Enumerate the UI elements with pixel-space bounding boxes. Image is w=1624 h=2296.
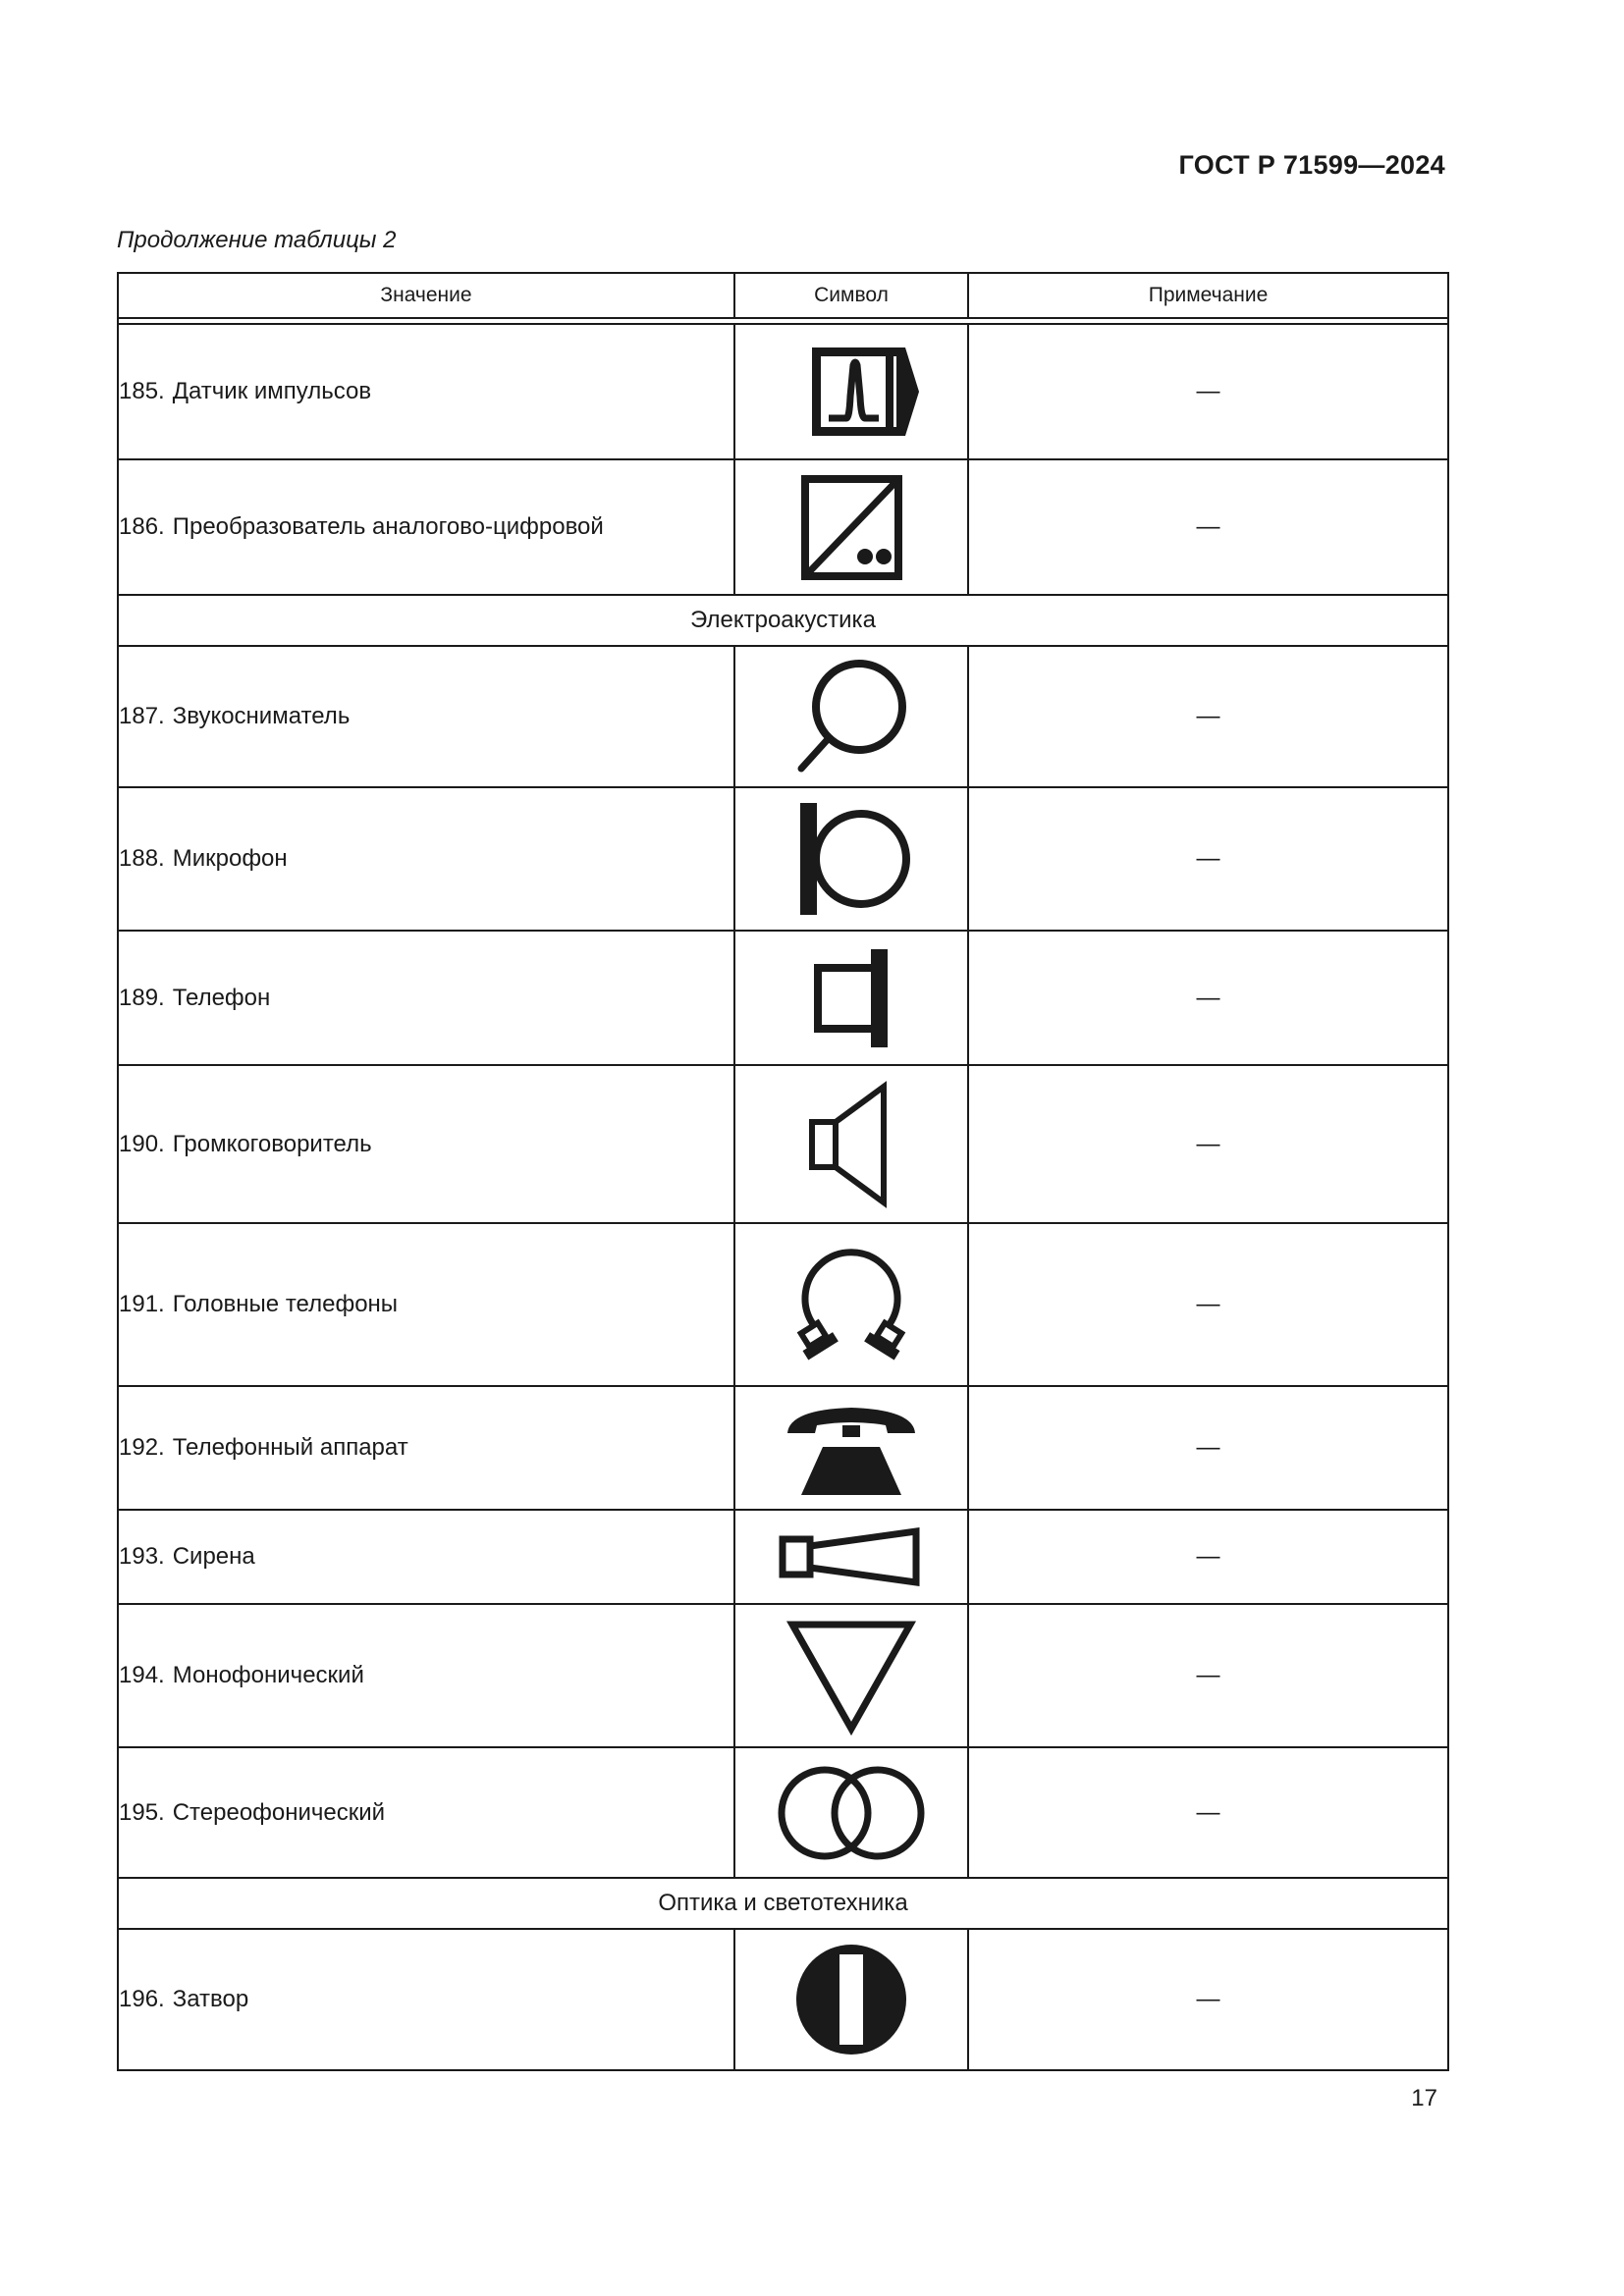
column-header-meaning: Значение xyxy=(118,273,734,318)
table-row xyxy=(118,646,1448,787)
row-note: — xyxy=(968,787,1448,931)
row-label: Монофонический xyxy=(172,1662,364,1688)
row-label-cell xyxy=(118,787,734,931)
row-label-cell xyxy=(118,1747,734,1878)
row-number: 194. xyxy=(119,1662,165,1688)
row-symbol-cell xyxy=(734,931,968,1065)
ad-converter-icon xyxy=(792,471,910,584)
row-label: Головные телефоны xyxy=(172,1291,399,1317)
row-note: — xyxy=(968,1604,1448,1747)
row-symbol-cell xyxy=(734,1929,968,2070)
row-note: — xyxy=(968,459,1448,595)
row-label: Стереофонический xyxy=(172,1798,386,1826)
table-row xyxy=(118,1604,1448,1747)
row-label: Звукосниматель xyxy=(172,703,351,729)
row-note: — xyxy=(968,324,1448,459)
row-number: 190. xyxy=(119,1130,165,1157)
row-label-cell xyxy=(118,646,734,787)
table-header-row xyxy=(118,273,1448,318)
row-label-cell xyxy=(118,1386,734,1510)
document-code: ГОСТ Р 71599—2024 xyxy=(1178,150,1445,180)
shutter-icon xyxy=(787,1941,915,2058)
row-note: — xyxy=(968,1929,1448,2070)
pickup-icon xyxy=(787,658,915,775)
row-note: — xyxy=(968,646,1448,787)
stereophonic-icon xyxy=(768,1759,935,1867)
row-symbol-cell xyxy=(734,459,968,595)
loudspeaker-icon xyxy=(802,1081,900,1208)
row-label-cell xyxy=(118,1223,734,1386)
symbols-table xyxy=(117,272,1449,2071)
row-label: Преобразователь аналогово-цифровой xyxy=(172,513,604,540)
row-label: Телефонный аппарат xyxy=(172,1434,408,1461)
row-number: 192. xyxy=(119,1434,165,1461)
row-label-cell xyxy=(118,1604,734,1747)
row-label-cell xyxy=(118,1929,734,2070)
row-label: Сирена xyxy=(172,1543,255,1570)
row-number: 191. xyxy=(119,1291,165,1317)
row-symbol-cell xyxy=(734,1747,968,1878)
row-symbol-cell xyxy=(734,1604,968,1747)
row-symbol-cell xyxy=(734,1065,968,1223)
headphones-icon xyxy=(778,1236,925,1373)
row-label-cell xyxy=(118,459,734,595)
siren-icon xyxy=(773,1518,930,1596)
column-header-note: Примечание xyxy=(968,273,1448,318)
row-label: Микрофон xyxy=(172,845,288,872)
row-label-cell xyxy=(118,324,734,459)
table-caption: Продолжение таблицы 2 xyxy=(117,227,397,253)
table-row xyxy=(118,1929,1448,2070)
row-symbol-cell xyxy=(734,324,968,459)
row-number: 196. xyxy=(119,1986,165,2012)
section-row xyxy=(118,1878,1448,1929)
page-number: 17 xyxy=(1411,2085,1437,2111)
pulse-sensor-icon xyxy=(783,338,920,446)
telephone-set-icon xyxy=(778,1394,925,1502)
table-row xyxy=(118,1386,1448,1510)
row-note: — xyxy=(968,1386,1448,1510)
microphone-icon xyxy=(787,795,915,923)
row-label-cell xyxy=(118,1065,734,1223)
table-row xyxy=(118,1747,1448,1878)
row-number: 193. xyxy=(119,1543,165,1570)
table-row xyxy=(118,1510,1448,1604)
section-title: Электроакустика xyxy=(118,595,1448,646)
table-row xyxy=(118,787,1448,931)
row-label-cell xyxy=(118,1510,734,1604)
row-label: Датчик импульсов xyxy=(172,378,372,404)
table-row xyxy=(118,324,1448,459)
row-label-cell xyxy=(118,931,734,1065)
row-number: 189. xyxy=(119,984,165,1011)
table-row xyxy=(118,931,1448,1065)
row-note: — xyxy=(968,1747,1448,1878)
table-row xyxy=(118,459,1448,595)
row-symbol-cell xyxy=(734,1223,968,1386)
row-number: 187. xyxy=(119,703,165,729)
row-number: 186. xyxy=(119,513,165,540)
row-note: — xyxy=(968,1510,1448,1604)
row-symbol-cell xyxy=(734,1386,968,1510)
row-symbol-cell xyxy=(734,787,968,931)
row-note: — xyxy=(968,1223,1448,1386)
column-header-symbol: Символ xyxy=(734,273,968,318)
row-label: Телефон xyxy=(172,984,271,1011)
row-label: Затвор xyxy=(172,1986,249,2012)
row-note: — xyxy=(968,1065,1448,1223)
table-row xyxy=(118,1223,1448,1386)
row-number: 188. xyxy=(119,845,165,872)
section-title: Оптика и светотехника xyxy=(118,1878,1448,1929)
row-note: — xyxy=(968,931,1448,1065)
row-number: 195. xyxy=(119,1798,165,1826)
table-row xyxy=(118,1065,1448,1223)
row-number: 185. xyxy=(119,378,165,404)
row-symbol-cell xyxy=(734,1510,968,1604)
telephone-receiver-icon xyxy=(802,944,900,1052)
row-label: Громкоговоритель xyxy=(172,1130,372,1157)
monophonic-icon xyxy=(783,1615,920,1737)
row-symbol-cell xyxy=(734,646,968,787)
section-row xyxy=(118,595,1448,646)
